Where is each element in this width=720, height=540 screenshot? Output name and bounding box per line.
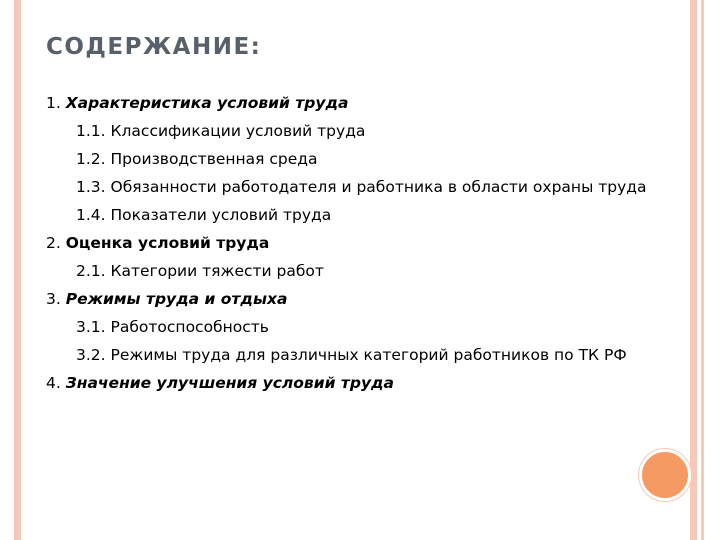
toc-item-text: Характеристика условий труда bbox=[65, 94, 349, 112]
toc-item-text: Категории тяжести работ bbox=[110, 262, 324, 280]
toc-item-number: 2.1. bbox=[76, 262, 106, 280]
toc-item-number: 1.4. bbox=[76, 206, 106, 224]
toc-item-1-1 bbox=[46, 120, 666, 143]
right-decorative-rail bbox=[690, 0, 697, 540]
toc-item-text: Оценка условий труда bbox=[65, 234, 270, 252]
toc-item-1-4 bbox=[46, 204, 666, 227]
toc-item-3 bbox=[46, 288, 666, 311]
right-decorative-thin-rail bbox=[701, 0, 704, 540]
toc-item-number: 1.2. bbox=[76, 150, 106, 168]
toc-item-4 bbox=[46, 372, 666, 395]
toc-item-1 bbox=[46, 92, 666, 115]
toc-item-text: Обязанности работодателя и работника в области охраны труда bbox=[110, 178, 647, 196]
toc-item-1-3 bbox=[46, 176, 666, 199]
toc-item-2 bbox=[46, 232, 666, 255]
toc-item-2-1 bbox=[46, 260, 666, 283]
toc-item-3-2 bbox=[46, 344, 666, 367]
toc-item-number: 1.1. bbox=[76, 122, 106, 140]
toc-item-text: Производственная среда bbox=[110, 150, 318, 168]
toc-item-text: Режимы труда для различных категорий работников по ТК РФ bbox=[110, 346, 627, 364]
toc-item-number: 1.3. bbox=[76, 178, 106, 196]
toc-item-number: 3. bbox=[46, 290, 61, 308]
slide-title: СОДЕРЖАНИЕ: bbox=[46, 34, 262, 60]
toc-item-text: Режимы труда и отдыха bbox=[65, 290, 288, 308]
toc-item-text: Значение улучшения условий труда bbox=[65, 374, 395, 392]
left-decorative-rail bbox=[14, 0, 21, 540]
toc-item-text: Классификации условий труда bbox=[110, 122, 366, 140]
decorative-circle bbox=[639, 449, 691, 501]
toc-item-number: 3.1. bbox=[76, 318, 106, 336]
toc-item-number: 1. bbox=[46, 94, 61, 112]
table-of-contents bbox=[46, 92, 666, 400]
toc-item-1-2 bbox=[46, 148, 666, 171]
toc-item-text: Показатели условий труда bbox=[110, 206, 332, 224]
toc-item-3-1 bbox=[46, 316, 666, 339]
toc-item-number: 4. bbox=[46, 374, 61, 392]
toc-item-text: Работоспособность bbox=[110, 318, 269, 336]
toc-item-number: 2. bbox=[46, 234, 61, 252]
toc-item-number: 3.2. bbox=[76, 346, 106, 364]
